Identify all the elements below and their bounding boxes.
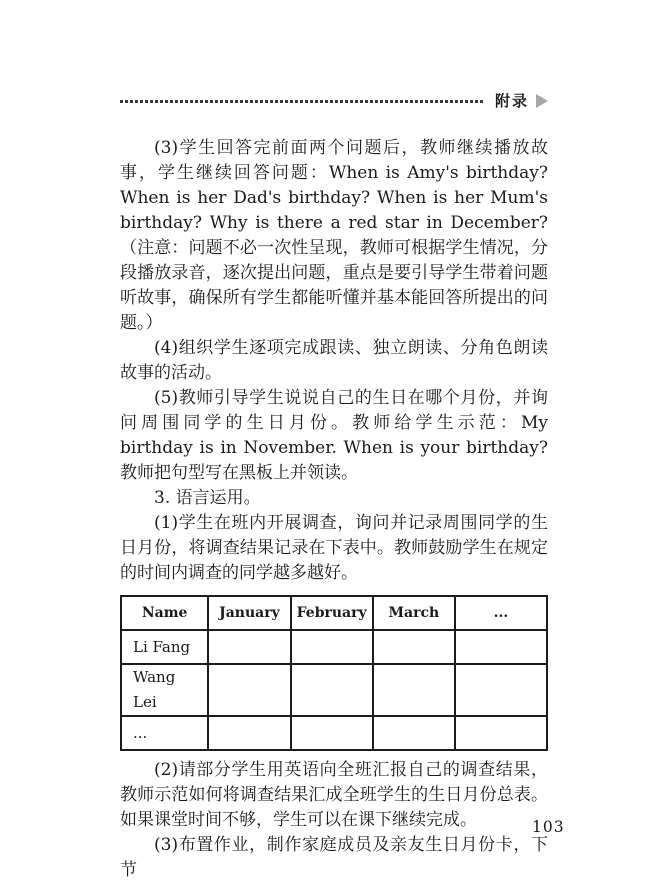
table-row [121,664,547,716]
table-cell [291,630,373,664]
paragraph: (1)学生在班内开展调查，询问并记录周围同学的生日月份，将调查结果记录在下表中。教师鼓励学生在规定的时间内调查的同学越多越好。 [120,513,548,583]
table-cell [208,630,290,664]
table-cell [208,716,290,750]
page-number: 103 [532,818,565,836]
table-cell [373,716,455,750]
table-cell: ... [121,716,208,750]
table-header-cell: Name [121,596,208,630]
table-header-row [121,596,547,630]
table-cell: Wang Lei [121,664,208,716]
table-cell: Li Fang [121,630,208,664]
table-cell [455,716,547,750]
table-header-cell: January [208,596,290,630]
paragraph: (3)布置作业，制作家庭成员及亲友生日月份卡，下节 [120,835,548,880]
table-row [121,716,547,750]
table-cell [373,664,455,716]
table-row [121,630,547,664]
table-header-cell: ... [455,596,547,630]
dotted-rule [120,100,485,103]
birthday-survey-table [120,595,548,751]
paragraph: (2)请部分学生用英语向全班汇报自己的调查结果，教师示范如何将调查结果汇成全班学生的生日月份总表。如果课堂时间不够，学生可以在课下继续完成。 [120,760,548,830]
table-cell [455,664,547,716]
section-heading: 3. 语言运用。 [154,488,261,508]
table-header-cell: February [291,596,373,630]
table-cell [208,664,290,716]
paragraph: (4)组织学生逐项完成跟读、独立朗读、分角色朗读故事的活动。 [120,338,548,383]
table-header-cell: March [373,596,455,630]
table-cell [291,716,373,750]
table-cell [373,630,455,664]
running-head [120,90,548,111]
table-cell [291,664,373,716]
appendix-label: 附录 [494,92,529,110]
paragraph: (3)学生回答完前面两个问题后，教师继续播放故事，学生继续回答问题：When is Amy's birthday? When is her Dad's birthday? When is her Mum's birthday? Why is there a red star in December?（注意：问题不必一次性呈现，教师可根据学生情况，分段播放录音，逐次提出问题，重点是要引导学生带着问题听故事，确保所有学生都能听懂并基本能回答所提出的问题。） [120,138,548,333]
table-cell [455,630,547,664]
paragraph: (5)教师引导学生说说自己的生日在哪个月份，并询问周围同学的生日月份。教师给学生示范：My birthday is in November. When is your birthday? 教师把句型写在黑板上并领读。 [120,388,548,483]
body-text [120,136,548,883]
right-triangle-icon [536,94,548,108]
